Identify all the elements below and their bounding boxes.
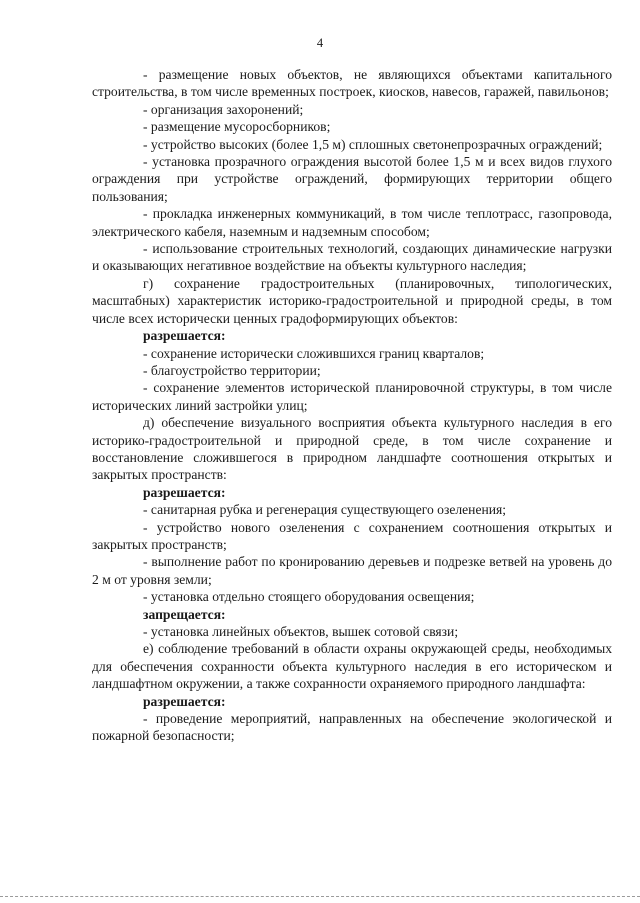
body-paragraph: е) соблюдение требований в области охраны окружающей среды, необходимых для обеспечения сохранности объекта культурного наследия в его историческом и ландшафтном окружении, а также сохранности охраняемого природного ландшафта:	[92, 641, 612, 692]
document-body	[92, 66, 612, 745]
page-bottom-edge	[0, 896, 640, 898]
body-paragraph: - установка линейных объектов, вышек сотовой связи;	[143, 624, 459, 639]
body-paragraph: - сохранение элементов исторической планировочной структуры, в том числе исторических линий застройки улиц;	[92, 380, 612, 413]
section-heading: разрешается:	[143, 328, 226, 344]
section-heading: разрешается:	[143, 693, 226, 709]
body-paragraph: - санитарная рубка и регенерация существующего озеленения;	[143, 502, 507, 518]
body-paragraph: - организация захоронений;	[143, 101, 304, 117]
body-paragraph: - установка отдельно стоящего оборудования освещения;	[143, 589, 475, 605]
body-paragraph: - прокладка инженерных коммуникаций, в том числе теплотрасс, газопровода, электрического кабеля, наземным и надземным способом;	[92, 206, 612, 239]
body-paragraph: - использование строительных технологий, создающих динамические нагрузки и оказывающих негативное воздействие на объекты культурного наследия;	[92, 241, 612, 274]
body-paragraph: - установка прозрачного ограждения высотой более 1,5 м и всех видов глухого ограждения при устройстве ограждений, формирующих территории общего пользования;	[92, 154, 612, 204]
body-paragraph: - размещение новых объектов, не являющихся объектами капитального строительства, в том числе временных построек, киосков, навесов, гаражей, павильонов;	[92, 67, 612, 100]
body-paragraph: - сохранение исторически сложившихся границ кварталов;	[143, 345, 485, 361]
body-paragraph: - благоустройство территории;	[143, 362, 321, 378]
body-paragraph: - размещение мусоросборников;	[143, 119, 331, 135]
body-paragraph: г) сохранение градостроительных (планировочных, типологических, масштабных) характеристик историко-градостроительной и природной среды, в том числе всех исторически ценных градоформирующих объектов:	[92, 275, 612, 326]
page-number: 4	[316, 36, 324, 50]
body-paragraph: - устройство высоких (более 1,5 м) сплошных светонепрозрачных ограждений;	[143, 136, 603, 152]
body-paragraph: д) обеспечение визуального восприятия объекта культурного наследия в его историко-градостроительной и природной среде, в том числе сохранение и восстановление сложившегося в природном ландшафте соотношения открытых и закрытых пространств:	[92, 415, 612, 483]
body-paragraph: - проведение мероприятий, направленных на обеспечение экологической и пожарной безопасности;	[92, 711, 612, 744]
body-paragraph: - выполнение работ по кронированию деревьев и подрезке ветвей на уровень до 2 м от уровня земли;	[92, 554, 612, 587]
section-heading: разрешается:	[143, 484, 226, 500]
section-heading: запрещается:	[143, 606, 226, 622]
body-paragraph: - устройство нового озеленения с сохранением соотношения открытых и закрытых пространств;	[92, 519, 612, 552]
